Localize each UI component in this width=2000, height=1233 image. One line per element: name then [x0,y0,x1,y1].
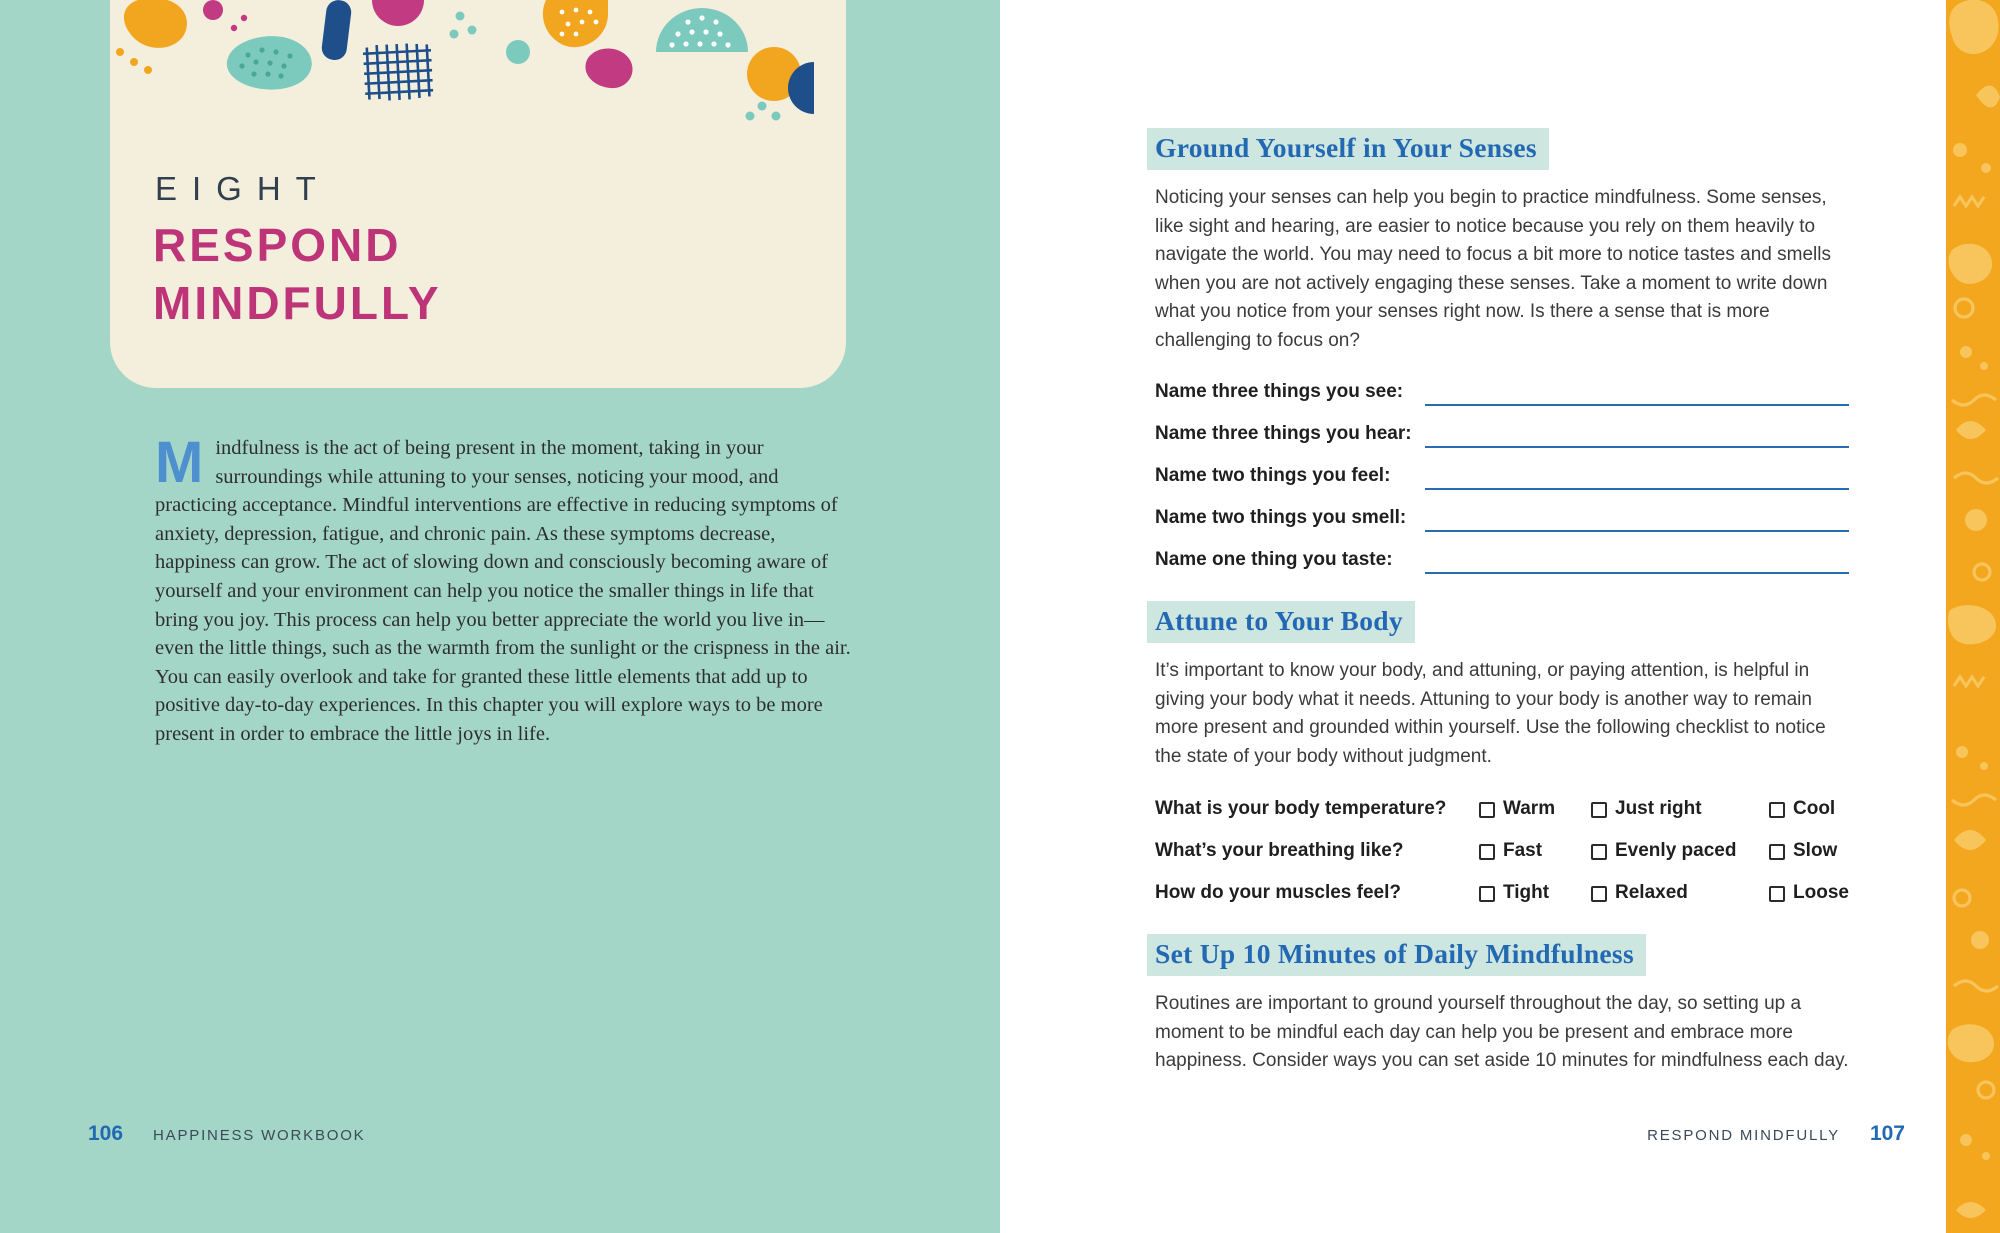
checklist-question: What is your body temperature? [1155,798,1447,819]
chapter-title-line-2: MINDFULLY [153,277,442,329]
checklist-option [1479,798,1591,820]
right-page-content [1155,128,1849,1076]
heading-highlight: Set Up 10 Minutes of Daily Mindfulness [1147,934,1646,976]
checklist-option [1479,882,1591,904]
field-label: Name two things you smell: [1155,507,1407,528]
checklist-option [1591,840,1769,862]
chapter-running-title: RESPOND MINDFULLY [1647,1127,1840,1144]
drop-cap: M [155,430,204,495]
checklist-option-label: Cool [1793,798,1836,819]
senses-paragraph: Noticing your senses can help you begin to practice mindfulness. Some senses, like sight and hearing, are easier to notice because you rely on them heavily to navigate the world. You may need to focus a bit more to notice tastes and smells when you are not actively engaging these senses. Take a moment to write down what you notice from your senses right now. Is there a sense that is more challenging to focus on? [1155,187,1831,351]
chapter-intro-paragraph [155,430,859,749]
checklist-question: How do your muscles feel? [1155,882,1401,903]
checklist-question: What’s your breathing like? [1155,840,1404,861]
checklist-option [1769,798,1849,820]
page-edge-decoration [1946,0,2000,1233]
write-in-field [1155,503,1849,532]
checkbox-icon [1479,886,1495,902]
heading-highlight: Attune to Your Body [1147,601,1415,643]
heading-highlight: Ground Yourself in Your Senses [1147,128,1549,170]
field-label: Name three things you see: [1155,381,1404,402]
chapter-number: EIGHT [155,170,331,207]
checklist-option-label: Relaxed [1615,882,1688,903]
write-in-line [1425,464,1849,490]
edge-pattern [1946,0,2000,1233]
checklist-option [1769,840,1849,862]
checklist-row [1155,795,1849,823]
chapter-title-card [110,0,846,388]
checklist-option-label: Evenly paced [1615,840,1737,861]
field-label: Name three things you hear: [1155,423,1412,444]
body-checklist [1155,795,1849,907]
left-page-footer [88,1122,365,1146]
chapter-title [153,216,442,332]
write-in-line [1425,506,1849,532]
checkbox-icon [1769,886,1785,902]
book-title: HAPPINESS WORKBOOK [153,1127,366,1144]
page-number-left: 106 [88,1122,124,1145]
abstract-shapes-decoration [110,0,846,152]
checkbox-icon [1769,802,1785,818]
right-page [1000,0,1946,1233]
attune-paragraph: It’s important to know your body, and attuning, or paying attention, is helpful in giving your body what it needs. Attuning to your body is another way to remain more present and grounded within yourself. Use the following checklist to notice the state of your body without judgment. [1155,660,1826,767]
checklist-option-label: Fast [1503,840,1543,861]
senses-write-in-fields [1155,377,1849,574]
checklist-option [1479,840,1591,862]
chapter-title-line-1: RESPOND [153,219,402,271]
checkbox-icon [1769,844,1785,860]
section-heading-attune [1147,601,1849,643]
right-page-footer [1647,1122,1905,1146]
checklist-row [1155,837,1849,865]
intro-text: indfulness is the act of being present in the moment, taking in your surroundings while attuning to your senses, noticing your mood, and practicing acceptance. Mindful interventions are effective in reducing symptoms of anxiety, depression, fatigue, and chronic pain. As these symptoms decrease, happiness can grow. The act of slowing down and consciously becoming aware of yourself and your environment can help you notice the smaller things in life that bring you joy. This process can help you better appreciate the world you live in—even the little things, such as the warmth from the sunlight or the crispness in the air. You can easily overlook and take for granted these little elements that add up to positive day-to-day experiences. In this chapter you will explore ways to be more present in order to embrace the little joys in life. [155,437,851,745]
routine-paragraph: Routines are important to ground yourself throughout the day, so setting up a moment to be mindful each day can help you be present and embrace more happiness. Consider ways you can set aside 10 minutes for mindfulness each day. [1155,993,1849,1071]
field-label: Name one thing you taste: [1155,549,1393,570]
checklist-option-label: Just right [1615,798,1702,819]
checkbox-icon [1591,844,1607,860]
write-in-line [1425,422,1849,448]
section-heading-senses [1147,128,1849,170]
checkbox-icon [1591,886,1607,902]
checklist-option-label: Warm [1503,798,1556,819]
write-in-line [1425,380,1849,406]
write-in-field [1155,377,1849,406]
field-label: Name two things you feel: [1155,465,1391,486]
checklist-row [1155,879,1849,907]
section-heading-routine [1147,934,1849,976]
checklist-option-label: Slow [1793,840,1838,861]
write-in-field [1155,419,1849,448]
checkbox-icon [1479,844,1495,860]
checklist-option [1591,798,1769,820]
checklist-option [1591,882,1769,904]
write-in-line [1425,548,1849,574]
checklist-option [1769,882,1849,904]
checklist-option-label: Loose [1793,882,1849,903]
write-in-field [1155,461,1849,490]
write-in-field [1155,545,1849,574]
checkbox-icon [1479,802,1495,818]
page-number-right: 107 [1869,1122,1905,1145]
checkbox-icon [1591,802,1607,818]
checklist-option-label: Tight [1503,882,1550,903]
